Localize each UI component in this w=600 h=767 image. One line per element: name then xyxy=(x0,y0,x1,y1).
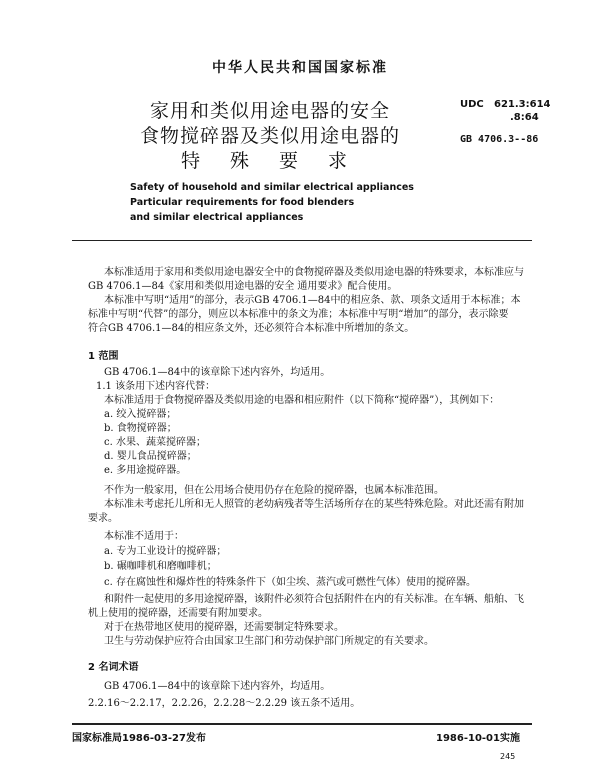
english-title-line-1: Safety of household and similar electrical appliances xyxy=(130,182,414,193)
issue-date: 国家标准局1986-03-27发布 xyxy=(72,733,206,744)
english-title-line-3: and similar electrical appliances xyxy=(130,212,304,223)
english-title-line-2: Particular requirements for food blenders xyxy=(130,197,355,208)
intro-line-2: GB 4706.1—84《家用和类似用途电器的安全 通用要求》配合使用。 xyxy=(88,281,398,292)
effective-date: 1986-10-01实施 xyxy=(436,733,520,744)
section-2-heading: 2 名词术语 xyxy=(88,662,139,673)
section-1-line-9: 不作为一般家用，但在公用场合使用仍存在危险的搅碎器，也属本标准范围。 xyxy=(104,485,444,496)
list-item-e: e. 多用途搅碎器。 xyxy=(104,465,187,476)
intro-line-1: 本标准适用于家用和类似用途电器安全中的食物搅碎器及类似用途电器的特殊要求，本标准应与 xyxy=(104,267,524,278)
title-line-3: 特 殊 要 求 xyxy=(180,150,360,172)
section-1-line-11: 要求。 xyxy=(88,513,118,524)
intro-line-4: 标准中写明“代替”的部分，则应以本标准中的条文为准；本标准中写明“增加”的部分，表示除要 xyxy=(88,309,509,320)
title-line-2: 食物搅碎器及类似用途电器的 xyxy=(139,125,400,147)
page-number: 245 xyxy=(500,752,516,761)
section-1-line-10: 本标准未考虑托儿所和无人照管的老幼病残者等生活场所存在的某些特殊危险。对此还需有附加 xyxy=(104,499,524,510)
list-item-c: c. 水果、蔬菜搅碎器； xyxy=(104,437,206,448)
list-item-a: a. 绞入搅碎器； xyxy=(104,409,177,420)
section-1-line-16: 和附件一起使用的多用途搅碎器，该附件必须符合包括附件在内的有关标准。在车辆、船舶、飞 xyxy=(104,594,524,605)
section-1-heading: 1 范围 xyxy=(88,351,119,362)
section-1-line-2: 1.1 该条用下述内容代替： xyxy=(96,381,216,392)
section-1-line-19: 卫生与劳动保护应符合由国家卫生部门和劳动保护部门所规定的有关要求。 xyxy=(104,636,434,647)
gb-number: GB 4706.3--86 xyxy=(460,134,539,145)
udc-code-sub: .8:64 xyxy=(510,112,539,123)
intro-line-5: 符合GB 4706.1—84的相应条文外，还必须符合本标准中所增加的条文。 xyxy=(88,323,415,334)
section-1-line-12: 本标准不适用于： xyxy=(104,531,184,542)
udc-code: 621.3:614 xyxy=(494,99,551,110)
section-1-line-1: GB 4706.1—84中的该章除下述内容外，均适用。 xyxy=(104,367,331,378)
exclusion-item-a: a. 专为工业设计的搅碎器； xyxy=(104,546,227,557)
header-divider xyxy=(72,240,532,241)
exclusion-item-c: c. 存在腐蚀性和爆炸性的特殊条件下（如尘埃、蒸汽或可燃性气体）使用的搅碎器。 xyxy=(104,577,476,588)
title-line-1: 家用和类似用途电器的安全 xyxy=(149,100,390,122)
section-2-line-1: GB 4706.1—84中的该章除下述内容外，均适用。 xyxy=(104,681,331,692)
national-standard-header: 中华人民共和国国家标准 xyxy=(212,60,388,76)
list-item-d: d. 婴儿食品搅碎器； xyxy=(104,451,197,462)
section-1-line-3: 本标准适用于食物搅碎器及类似用途的电器和相应附件（以下简称“搅碎器”），其例如下： xyxy=(104,395,500,406)
section-1-line-17: 机上使用的搅碎器，还需要有附加要求。 xyxy=(88,608,268,619)
intro-line-3: 本标准中写明“适用”的部分，表示GB 4706.1—84中的相应条、款、项条文适用于本标准；本 xyxy=(104,295,521,306)
udc-label: UDC xyxy=(460,99,484,110)
list-item-b: b. 食物搅碎器； xyxy=(104,423,177,434)
section-2-line-2: 2.2.16～2.2.17，2.2.26，2.2.28～2.2.29 该五条不适用。 xyxy=(88,698,361,709)
exclusion-item-b: b. 碾咖啡机和磨咖啡机； xyxy=(104,561,217,572)
section-1-line-18: 对于在热带地区使用的搅碎器，还需要制定特殊要求。 xyxy=(104,622,344,633)
footer-divider xyxy=(72,723,532,725)
